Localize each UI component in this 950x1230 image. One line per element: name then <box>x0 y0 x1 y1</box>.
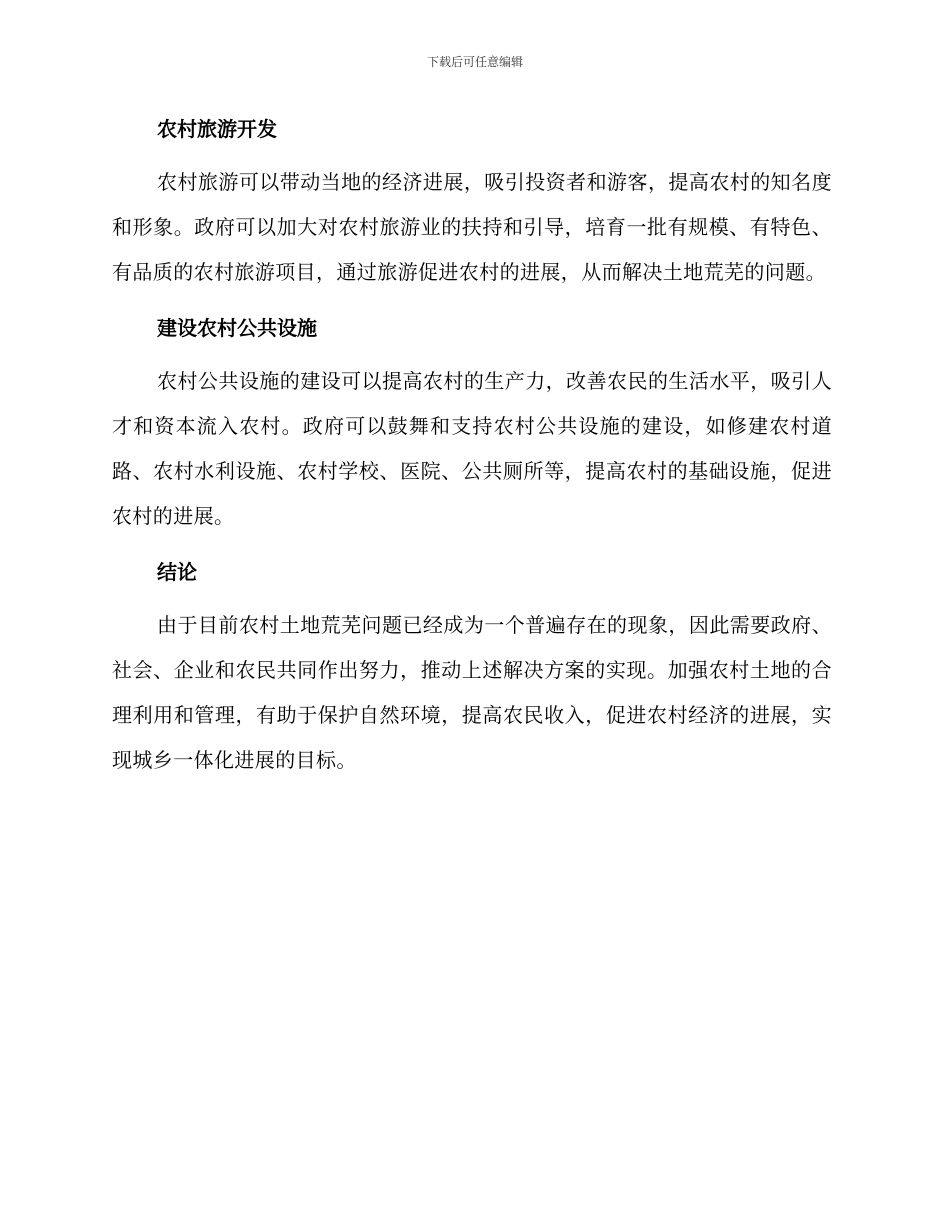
section-heading: 建设农村公共设施 <box>157 316 317 340</box>
document-body <box>112 110 832 797</box>
section-paragraph: 由于目前农村土地荒芜问题已经成为一个普遍存在的现象，因此需要政府、社会、企业和农民共同作出努力，推动上述解决方案的实现。加强农村土地的合理利用和管理，有助于保护自然环境，提高农民收入，促进农村经济的进展，实现城乡一体化进展的目标。 <box>112 613 832 772</box>
section-heading: 结论 <box>157 560 197 584</box>
section-rural-tourism <box>112 110 832 295</box>
section-paragraph: 农村公共设施的建设可以提高农村的生产力，改善农民的生活水平，吸引人才和资本流入农村。政府可以鼓舞和支持农村公共设施的建设，如修建农村道路、农村水利设施、农村学校、医院、公共厕所等，提高农村的基础设施，促进农村的进展。 <box>112 369 832 528</box>
section-heading: 农村旅游开发 <box>157 117 277 141</box>
section-paragraph: 农村旅游可以带动当地的经济进展，吸引投资者和游客，提高农村的知名度和形象。政府可以加大对农村旅游业的扶持和引导，培育一批有规模、有特色、有品质的农村旅游项目，通过旅游促进农村的进展，从而解决土地荒芜的问题。 <box>112 170 832 284</box>
section-public-facilities <box>112 309 832 539</box>
section-conclusion <box>112 553 832 783</box>
header-note: 下载后可任意编辑 <box>426 55 523 69</box>
